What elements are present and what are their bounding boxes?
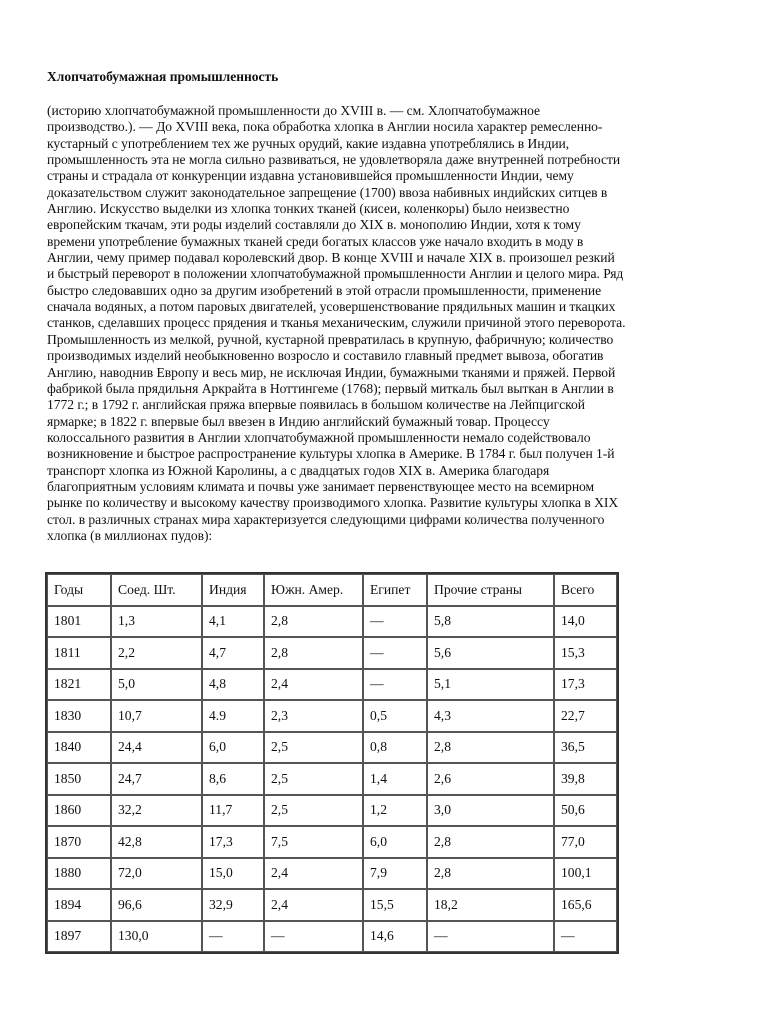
table-cell: 3,0	[427, 795, 554, 827]
table-cell: 5,6	[427, 637, 554, 669]
table-cell: —	[264, 921, 363, 953]
article-title: Хлопчатобумажная промышленность	[47, 69, 279, 84]
table-cell: 72,0	[111, 858, 202, 890]
table-cell: 2,4	[264, 669, 363, 701]
table-cell: 2,4	[264, 889, 363, 921]
table-header-cell: Египет	[363, 574, 427, 606]
table-cell: 18,2	[427, 889, 554, 921]
article-line: колоссального развития в Англии хлопчатобумажной промышленности немало содействовало	[47, 429, 591, 445]
table-cell: 77,0	[554, 826, 617, 858]
article-line: производимых изделий необыкновенно возросло и составило главный предмет вывоза, обогатив	[47, 348, 604, 364]
table-cell: 1860	[47, 795, 111, 827]
table-cell: 17,3	[202, 826, 264, 858]
table-cell: 0,8	[363, 732, 427, 764]
table-cell: 7,5	[264, 826, 363, 858]
article-line: (историю хлопчатобумажной промышленности до XVIII в. — см. Хлопчатобумажное	[47, 103, 540, 118]
table-cell: 4,1	[202, 606, 264, 638]
table-cell: 1,4	[363, 763, 427, 795]
table-cell: 1,2	[363, 795, 427, 827]
table-cell: 2,8	[427, 826, 554, 858]
table-cell: 36,5	[554, 732, 617, 764]
table-cell: 15,3	[554, 637, 617, 669]
article-line: 1772 г.; в 1792 г. английская пряжа впервые появилась в большом количестве на Лейпцигской	[47, 397, 585, 413]
table-row	[47, 700, 617, 732]
table-header-cell: Годы	[47, 574, 111, 606]
table-cell: 165,6	[554, 889, 617, 921]
table-cell: 42,8	[111, 826, 202, 858]
table-cell: 14,6	[363, 921, 427, 953]
table-cell: 1830	[47, 700, 111, 732]
table-cell: 2,8	[427, 858, 554, 890]
table-cell: 2,2	[111, 637, 202, 669]
table-cell: 2,3	[264, 700, 363, 732]
table-cell: 32,2	[111, 795, 202, 827]
article-line: времени употребление бумажных тканей среди богатых классов уже начало входить в моду в	[47, 233, 584, 249]
table-cell: 1850	[47, 763, 111, 795]
table-cell: 4,3	[427, 700, 554, 732]
table-cell: 17,3	[554, 669, 617, 701]
article-line: стол. в различных странах мира характеризуется следующими цифрами количества полученного	[47, 511, 605, 527]
table-cell: 24,4	[111, 732, 202, 764]
table-row	[47, 858, 617, 890]
table-cell: 1840	[47, 732, 111, 764]
table-header-cell: Южн. Амер.	[264, 574, 363, 606]
article-line: транспорт хлопка из Южной Каролины, а с двадцатых годов XIX в. Америка благодаря	[47, 462, 550, 478]
table-row	[47, 826, 617, 858]
table-cell: 11,7	[202, 795, 264, 827]
article-line: фабрикой была прядильня Аркрайта в Ноттингеме (1768); первый миткаль был выткан в Англии в	[47, 380, 614, 396]
article-line: Англию, наводнив Европу и весь мир, не исключая Индии, бумажными тканями и пряжей. Первой	[47, 364, 616, 380]
article-line: доказательством служит законодательное запрещение (1700) ввоза набивных индийских ситцев в	[47, 184, 608, 200]
table-cell: 2,4	[264, 858, 363, 890]
article-line: и быстрый переворот в положении хлопчатобумажной промышленности Англии и целого мира. Ряд	[47, 266, 624, 282]
table-cell: 1,3	[111, 606, 202, 638]
table-header-cell: Соед. Шт.	[111, 574, 202, 606]
table-cell: 8,6	[202, 763, 264, 795]
table-cell: 1870	[47, 826, 111, 858]
table-cell: 24,7	[111, 763, 202, 795]
table-row	[47, 637, 617, 669]
table-cell: 22,7	[554, 700, 617, 732]
table-cell: 14,0	[554, 606, 617, 638]
table-row	[47, 921, 617, 953]
table-cell: —	[202, 921, 264, 953]
table-cell: —	[363, 669, 427, 701]
article-line: ярмарке; в 1822 г. впервые был ввезен в Индию английский бумажный товар. Процессу	[47, 413, 550, 429]
table-cell: 2,6	[427, 763, 554, 795]
table-cell: 5,1	[427, 669, 554, 701]
table-cell: 1880	[47, 858, 111, 890]
table-cell: 0,5	[363, 700, 427, 732]
table-cell: 4,7	[202, 637, 264, 669]
table-cell: 2,5	[264, 795, 363, 827]
table-header-cell: Всего	[554, 574, 617, 606]
table-row	[47, 732, 617, 764]
article-line: станков, сделавших процесс прядения и тканья механическим, служили причиной этого переворота.	[47, 315, 626, 331]
table-cell: 100,1	[554, 858, 617, 890]
article-line: промышленность эта не могла сильно развиваться, не удовлетворяла даже внутренней потребности	[47, 152, 621, 168]
document-page	[47, 68, 719, 544]
table-row	[47, 606, 617, 638]
table-cell: 1894	[47, 889, 111, 921]
article-line: рынке по количеству и высокому качеству производимого хлопка. Развитие культуры хлопка в XIX	[47, 495, 619, 511]
table-cell: —	[363, 637, 427, 669]
article-line: Англию. Искусство выделки из хлопка тонких тканей (кисеи, коленкоры) было неизвестно	[47, 201, 570, 217]
article-line: возникновение и быстрое распространение культуры хлопка в Америке. В 1784 г. был получен 1-й	[47, 446, 615, 462]
table-cell: 1801	[47, 606, 111, 638]
table-cell: 15,5	[363, 889, 427, 921]
table-cell: 50,6	[554, 795, 617, 827]
table-cell: 32,9	[202, 889, 264, 921]
table-cell: —	[363, 606, 427, 638]
table-cell: 1811	[47, 637, 111, 669]
table-cell: 5,8	[427, 606, 554, 638]
table-header-row	[47, 574, 617, 606]
table-header-cell: Индия	[202, 574, 264, 606]
table-cell: 39,8	[554, 763, 617, 795]
article-line: хлопка (в миллионах пудов):	[47, 527, 213, 543]
table-row	[47, 763, 617, 795]
table-cell: 5,0	[111, 669, 202, 701]
table-row	[47, 669, 617, 701]
table-row	[47, 795, 617, 827]
table-cell: 96,6	[111, 889, 202, 921]
table-cell: 15,0	[202, 858, 264, 890]
table-row	[47, 889, 617, 921]
article-line: Англии, чему пример подавал королевский двор. В конце XVIII и начале XIX в. произошел резкий	[47, 250, 615, 266]
table-cell: 4.9	[202, 700, 264, 732]
table-cell: 130,0	[111, 921, 202, 953]
cotton-production-table	[45, 572, 619, 954]
table-cell: 6,0	[202, 732, 264, 764]
table-cell: 2,8	[427, 732, 554, 764]
table-cell: 2,8	[264, 606, 363, 638]
table-cell: 1821	[47, 669, 111, 701]
table-cell: 4,8	[202, 669, 264, 701]
table-cell: —	[427, 921, 554, 953]
table-cell: 6,0	[363, 826, 427, 858]
table-cell: —	[554, 921, 617, 953]
article-line: сначала водяных, а потом паровых двигателей, усовершенствование прядильных машин и ткацких	[47, 299, 616, 315]
table-header-cell: Прочие страны	[427, 574, 554, 606]
article-body	[47, 103, 719, 544]
table-cell: 10,7	[111, 700, 202, 732]
article-line: производство.). — До XVIII века, пока обработка хлопка в Англии носила характер ремесленно-	[47, 119, 603, 135]
article-line: благоприятным условиям климата и почвы уже занимает первенствующее место на всемирном	[47, 478, 595, 494]
table-cell: 2,5	[264, 732, 363, 764]
article-line: кустарный с употреблением тех же ручных орудий, какие издавна употреблялись в Индии,	[47, 135, 570, 151]
table-cell: 1897	[47, 921, 111, 953]
article-line: быстро следовавших одно за другим изобретений в этой отрасли промышленности, применение	[47, 282, 602, 298]
table-cell: 2,8	[264, 637, 363, 669]
article-line: европейским ткачам, эти роды изделий составляли до XIX в. монополию Индии, хотя к тому	[47, 217, 581, 233]
table-cell: 7,9	[363, 858, 427, 890]
table-cell: 2,5	[264, 763, 363, 795]
article-line: страны и страдала от конкуренции издавна установившейся промышленности Индии, чему	[47, 168, 574, 184]
article-line: Промышленность из мелкой, ручной, кустарной превратилась в крупную, фабричную; количество	[47, 331, 614, 347]
